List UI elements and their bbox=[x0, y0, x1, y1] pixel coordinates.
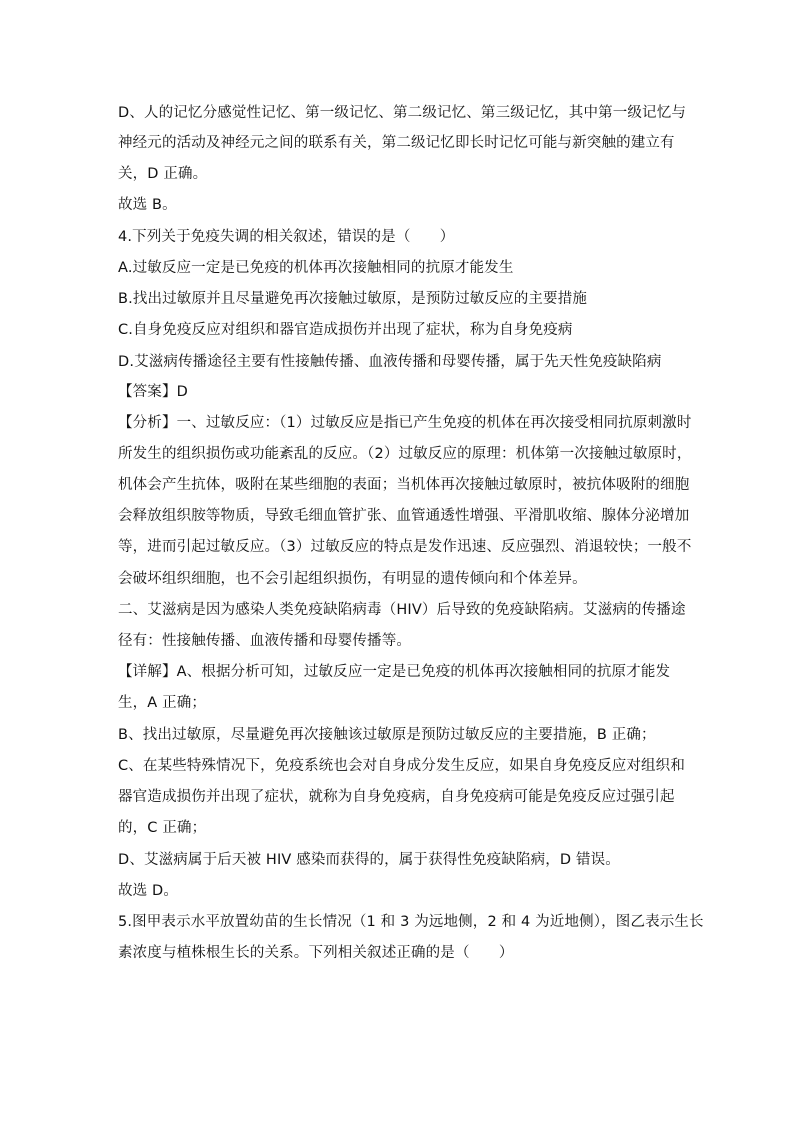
text-line: 素浓度与植株根生长的关系。下列相关叙述正确的是（ ） bbox=[118, 945, 514, 961]
text-line: 器官造成损伤并出现了症状，就称为自身免疫病，自身免疫病可能是免疫反应过强引起 bbox=[118, 789, 675, 805]
option-d: D.艾滋病传播途径主要有性接触传播、血液传播和母婴传播，属于先天性免疫缺陷病 bbox=[118, 354, 662, 370]
answer-line: 【答案】D bbox=[118, 384, 188, 400]
text-line: 机体会产生抗体，吸附在某些细胞的表面；当机体再次接触过敏原时，被抗体吸附的细胞 bbox=[118, 477, 690, 493]
text-line: 的，C 正确； bbox=[118, 820, 207, 836]
text-line: 会破坏组织细胞，也不会引起组织损伤，有明显的遗传倾向和个体差异。 bbox=[118, 571, 587, 587]
text-line: C、在某些特殊情况下，免疫系统也会对自身成分发生反应，如果自身免疫反应对组织和 bbox=[118, 758, 685, 774]
question-5-stem: 5.图甲表示水平放置幼苗的生长情况（1 和 3 为远地侧，2 和 4 为近地侧），图乙表示生长 bbox=[118, 914, 704, 930]
text-line: 会释放组织胺等物质，导致毛细血管扩张、血管通透性增强、平滑肌收缩、腺体分泌增加 bbox=[118, 508, 690, 524]
text-line: 等，进而引起过敏反应。（3）过敏反应的特点是发作迅速、反应强烈、消退较快；一般不 bbox=[118, 539, 692, 555]
text-line: 故选 D。 bbox=[118, 883, 179, 899]
option-b: B.找出过敏原并且尽量避免再次接触过敏原，是预防过敏反应的主要措施 bbox=[118, 291, 588, 307]
text-line: 生，A 正确； bbox=[118, 695, 207, 711]
text-line: 神经元的活动及神经元之间的联系有关，第二级记忆即长时记忆可能与新突触的建立有 bbox=[118, 135, 675, 151]
option-a: A.过敏反应一定是已免疫的机体再次接触相同的抗原才能发生 bbox=[118, 260, 514, 276]
analysis-line: 【分析】一、过敏反应：（1）过敏反应是指已产生免疫的机体在再次接受相同抗原刺激时 bbox=[118, 415, 692, 431]
text-line: 故选 B。 bbox=[118, 197, 177, 213]
text-line: 径有：性接触传播、血液传播和母婴传播等。 bbox=[118, 633, 411, 649]
text-line: 二、艾滋病是因为感染人类免疫缺陷病毒（HIV）后导致的免疫缺陷病。艾滋病的传播途 bbox=[118, 602, 686, 618]
question-4-stem: 4.下列关于免疫失调的相关叙述，错误的是（ ） bbox=[118, 229, 455, 245]
text-line: B、找出过敏原，尽量避免再次接触该过敏原是预防过敏反应的主要措施，B 正确； bbox=[118, 727, 656, 743]
detail-line: 【详解】A、根据分析可知，过敏反应一定是已免疫的机体再次接触相同的抗原才能发 bbox=[118, 664, 671, 680]
text-line: D、艾滋病属于后天被 HIV 感染而获得的，属于获得性免疫缺陷病，D 错误。 bbox=[118, 852, 620, 868]
text-line: 关，D 正确。 bbox=[118, 166, 208, 182]
option-c: C.自身免疫反应对组织和器官造成损伤并出现了症状，称为自身免疫病 bbox=[118, 322, 573, 338]
text-line: D、人的记忆分感觉性记忆、第一级记忆、第二级记忆、第三级记忆，其中第一级记忆与 bbox=[118, 105, 687, 121]
text-line: 所发生的组织损伤或功能紊乱的反应。（2）过敏反应的原理：机体第一次接触过敏原时， bbox=[118, 446, 692, 462]
